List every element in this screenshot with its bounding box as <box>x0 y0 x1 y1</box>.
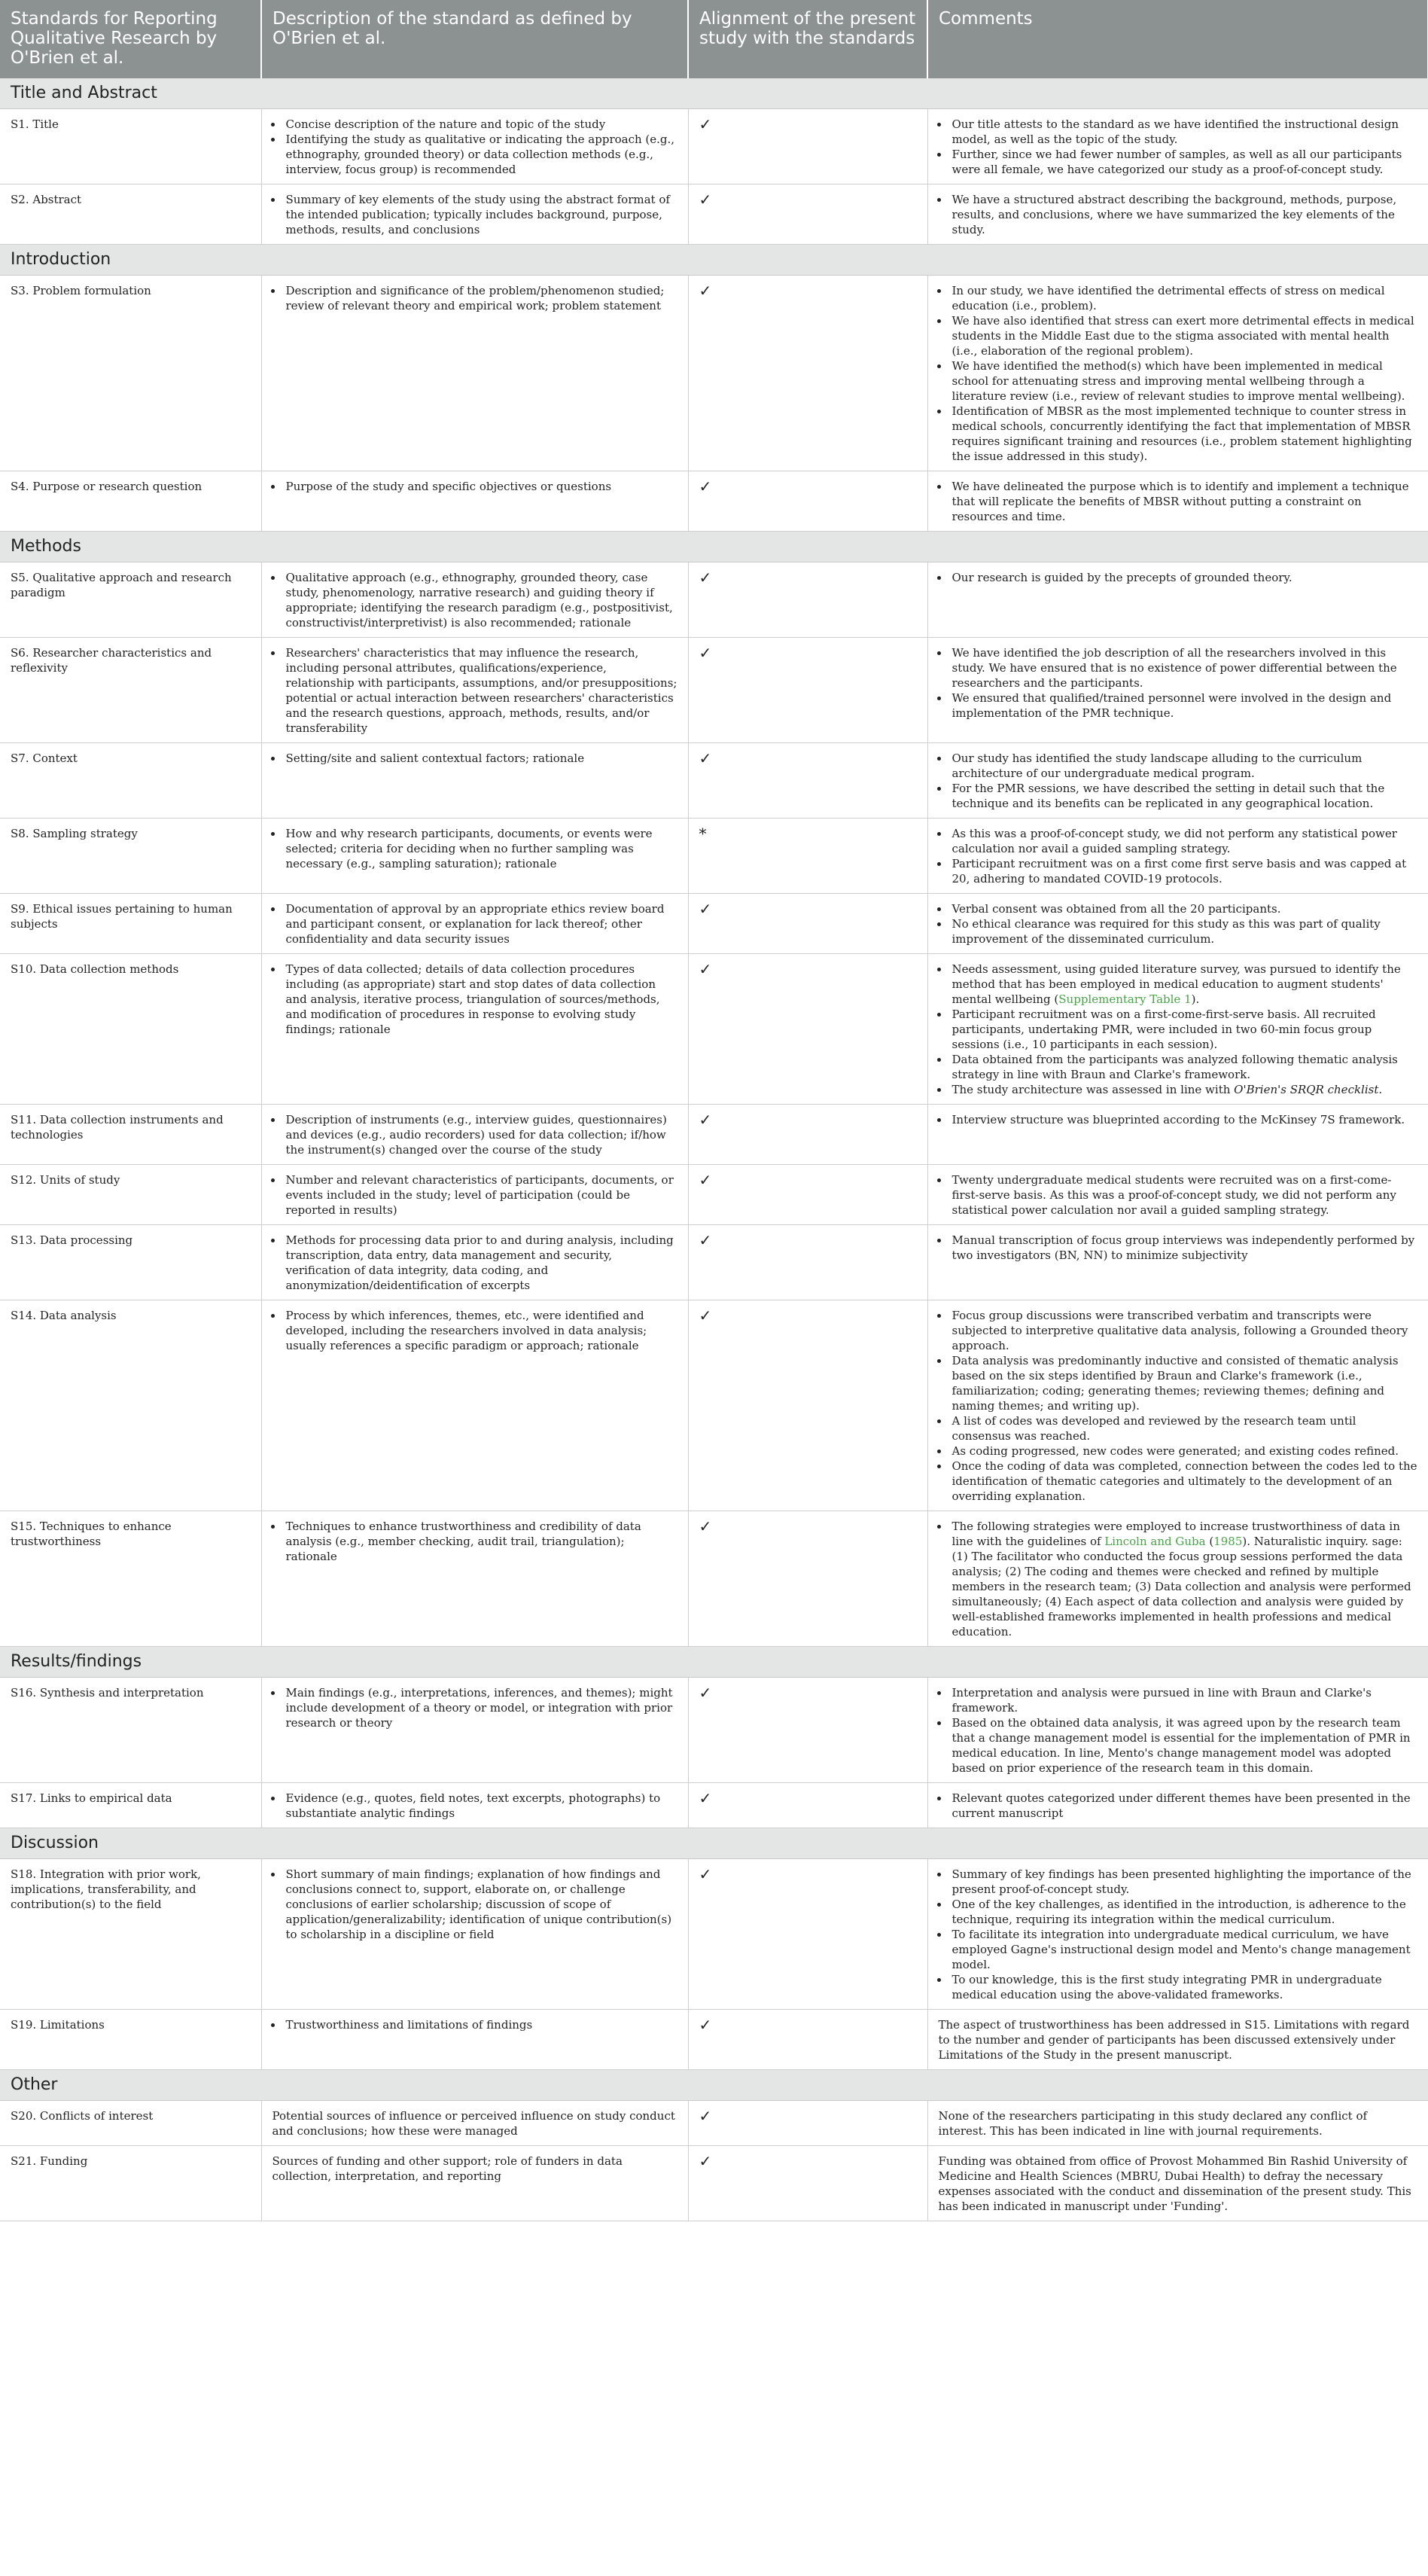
standard-cell: S19. Limitations <box>0 2010 261 2070</box>
comment-text: None of the researchers participating in this study declared any conflict of interest. This has been indicated in line with journal requirements. <box>938 2109 1368 2138</box>
standard-cell: S10. Data collection methods <box>0 954 261 1105</box>
comment-item <box>949 962 1418 1007</box>
table-row <box>0 1859 1428 2010</box>
comment-item <box>949 856 1418 886</box>
description-list <box>273 2017 677 2032</box>
description-cell <box>261 638 688 743</box>
comment-item <box>949 690 1418 721</box>
comment-list <box>939 1112 1418 1127</box>
description-item: • Types of data collected; details of data collection procedures including (as appropriate) start and stop dates of data collection and analysis, iterative process, triangulation of sources/methods, and modification of procedures in response to evolving study findings; rationale <box>283 962 677 1037</box>
alignment-cell: ✓ <box>688 743 927 819</box>
citation-link[interactable]: Lincoln and Guba <box>1104 1535 1206 1548</box>
comment-text: We have a structured abstract describing the background, methods, purpose, results, and conclusions, where we have summarized the key elements of the study. <box>951 193 1397 236</box>
description-item: • Setting/site and salient contextual factors; rationale <box>283 751 677 766</box>
comments-cell <box>927 1678 1428 1783</box>
standard-cell: S15. Techniques to enhance trustworthiness <box>0 1511 261 1647</box>
table-row <box>0 2101 1428 2146</box>
comment-list <box>939 1791 1418 1821</box>
comment-text: In our study, we have identified the detrimental effects of stress on medical education (i.e., problem). <box>951 284 1385 312</box>
description-cell <box>261 2010 688 2070</box>
description-list <box>273 751 677 766</box>
table-row <box>0 2010 1428 2070</box>
alignment-cell: ✓ <box>688 109 927 184</box>
section-title: Methods <box>0 532 1428 562</box>
description-item: • Description of instruments (e.g., interview guides, questionnaires) and devices (e.g., audio recorders) used for data collection; if/how the instrument(s) changed over the course of the study <box>283 1112 677 1157</box>
standard-cell: S2. Abstract <box>0 184 261 245</box>
comments-cell <box>927 819 1428 894</box>
comment-item <box>949 192 1418 237</box>
comment-text: Data obtained from the participants was analyzed following thematic analysis strategy in line with Braun and Clarke's framework. <box>951 1053 1398 1081</box>
table-row <box>0 894 1428 954</box>
description-cell <box>261 894 688 954</box>
table-row <box>0 1225 1428 1300</box>
table-row <box>0 1783 1428 1828</box>
comment-text: We have also identified that stress can exert more detrimental effects in medical students in the Middle East due to the stigma associated with mental health (i.e., elaboration of the regional problem). <box>951 314 1414 358</box>
comment-item <box>949 1112 1418 1127</box>
description-cell <box>261 562 688 638</box>
description-item: • Identifying the study as qualitative or indicating the approach (e.g., ethnography, grounded theory) or data collection methods (e.g., interview, focus group) is recommended <box>283 132 677 177</box>
comment-list <box>939 1233 1418 1263</box>
description-list <box>273 479 677 494</box>
comment-item <box>949 1082 1418 1097</box>
header-standard: Standards for Reporting Qualitative Research by O'Brien et al. <box>0 0 261 78</box>
header-alignment: Alignment of the present study with the standards <box>688 0 927 78</box>
comment-list <box>939 1519 1418 1639</box>
description-list <box>273 1519 677 1564</box>
comment-item <box>949 1052 1418 1082</box>
comment-item <box>949 1413 1418 1443</box>
comment-text: We have delineated the purpose which is to identify and implement a technique that will replicate the benefits of MBSR without putting a constraint on resources and time. <box>951 480 1409 523</box>
comment-item <box>949 313 1418 358</box>
description-cell <box>261 1165 688 1225</box>
description-item: • Description and significance of the problem/phenomenon studied; review of relevant theory and empirical work; problem statement <box>283 283 677 313</box>
table-row <box>0 954 1428 1105</box>
standard-cell: S13. Data processing <box>0 1225 261 1300</box>
description-cell <box>261 276 688 471</box>
comment-text: Needs assessment, using guided literature survey, was pursued to identify the method that has been employed in medical education to augment students' mental wellbeing ( <box>951 962 1401 1006</box>
section-row <box>0 2070 1428 2101</box>
alignment-cell: * <box>688 819 927 894</box>
comment-item <box>949 147 1418 177</box>
comment-item <box>949 1443 1418 1459</box>
comment-text: To facilitate its integration into undergraduate medical curriculum, we have employed Gagne's instructional design model and Mento's change management model. <box>951 1928 1411 1971</box>
comment-list <box>939 570 1418 585</box>
comment-list <box>939 1685 1418 1776</box>
comment-item <box>949 1972 1418 2002</box>
comments-cell <box>927 2010 1428 2070</box>
alignment-cell: ✓ <box>688 954 927 1105</box>
alignment-cell: ✓ <box>688 2010 927 2070</box>
standard-cell: S18. Integration with prior work, implications, transferability, and contribution(s) to the field <box>0 1859 261 2010</box>
comment-item <box>949 1172 1418 1218</box>
table-body <box>0 78 1428 2221</box>
comment-item <box>949 781 1418 811</box>
table-row <box>0 276 1428 471</box>
table-row <box>0 562 1428 638</box>
comments-cell <box>927 954 1428 1105</box>
alignment-cell: ✓ <box>688 2101 927 2146</box>
alignment-cell: ✓ <box>688 1511 927 1647</box>
header-comments: Comments <box>927 0 1428 78</box>
comment-item <box>949 1897 1418 1927</box>
standard-cell: S21. Funding <box>0 2146 261 2221</box>
comment-text: Identification of MBSR as the most implemented technique to counter stress in medical schools, concurrently identifying the fact that implementation of MBSR requires significant training and resources (i.e., problem statement highlighting the issue addressed in this study). <box>951 404 1412 463</box>
table-row <box>0 1165 1428 1225</box>
description-list <box>273 826 677 871</box>
comments-cell <box>927 1300 1428 1511</box>
description-item: • Short summary of main findings; explanation of how findings and conclusions connect to, support, elaborate on, or challenge conclusions of earlier scholarship; discussion of scope of application/generalizability; identification of unique contribution(s) to scholarship in a discipline or field <box>283 1867 677 1942</box>
alignment-cell: ✓ <box>688 1859 927 2010</box>
description-item: • Process by which inferences, themes, etc., were identified and developed, including the researchers involved in data analysis; usually references a specific paradigm or approach; rationale <box>283 1308 677 1353</box>
description-item: • Researchers' characteristics that may influence the research, including personal attributes, qualifications/experience, relationship with participants, assumptions, and/or presuppositions; potential or actual interaction between researchers' characteristics and the research questions, approach, methods, results, and/or transferability <box>283 645 677 736</box>
section-row <box>0 78 1428 109</box>
comment-item <box>949 1353 1418 1413</box>
table-row <box>0 638 1428 743</box>
comment-text: Funding was obtained from office of Provost Mohammed Bin Rashid University of Medicine and Health Sciences (MBRU, Dubai Health) to defray the necessary expenses associated with the conduct and dissemination of the present study. This has been indicated in manuscript under 'Funding'. <box>938 2154 1411 2213</box>
comment-text: We have identified the method(s) which have been implemented in medical school for attenuating stress and improving mental wellbeing through a literature review (i.e., review of relevant studies to improve mental wellbeing). <box>951 359 1405 403</box>
table-row <box>0 1678 1428 1783</box>
description-item: • Qualitative approach (e.g., ethnography, grounded theory, case study, phenomenology, narrative research) and guiding theory if appropriate; identifying the research paradigm (e.g., postpositivist, constructivist/interpretivist) is also recommended; rationale <box>283 570 677 630</box>
table-row <box>0 743 1428 819</box>
standard-cell: S14. Data analysis <box>0 1300 261 1511</box>
comment-text: Based on the obtained data analysis, it was agreed upon by the research team that a change management model is essential for the implementation of PMR in medical education. In line, Mento's change management model was adopted based on prior experience of the research team in this domain. <box>951 1716 1411 1775</box>
comment-text: The study architecture was assessed in line with <box>951 1083 1235 1096</box>
comment-text: As this was a proof-of-concept study, we did not perform any statistical power calculation nor avail a guided sampling strategy. <box>951 827 1397 855</box>
table-header <box>0 0 1428 78</box>
comment-text: Our title attests to the standard as we have identified the instructional design model, as well as the topic of the study. <box>951 117 1399 146</box>
comment-text: Interpretation and analysis were pursued in line with Braun and Clarke's framework. <box>951 1686 1372 1715</box>
comment-item <box>949 1867 1418 1897</box>
comment-text: Data analysis was predominantly inductive and consisted of thematic analysis based on the six steps identified by Braun and Clarke's framework (i.e., familiarization; coding; generating themes; reviewing themes; defining and naming themes; and writing up). <box>951 1354 1399 1413</box>
description-cell <box>261 1783 688 1828</box>
comments-cell <box>927 562 1428 638</box>
comments-cell <box>927 638 1428 743</box>
comment-text: Manual transcription of focus group interviews was independently performed by two investigators (BN, NN) to minimize subjectivity <box>951 1233 1415 1262</box>
description-list <box>273 1867 677 1942</box>
description-item: • Trustworthiness and limitations of findings <box>283 2017 677 2032</box>
table-row <box>0 1300 1428 1511</box>
description-cell <box>261 1225 688 1300</box>
comment-list <box>939 283 1418 464</box>
supplementary-link[interactable]: Supplementary Table 1 <box>1058 992 1192 1006</box>
section-title: Other <box>0 2070 1428 2101</box>
citation-year-link[interactable]: 1985 <box>1213 1535 1243 1548</box>
description-cell <box>261 1678 688 1783</box>
description-cell <box>261 1511 688 1647</box>
alignment-cell: ✓ <box>688 184 927 245</box>
description-list <box>273 1112 677 1157</box>
comments-cell <box>927 1511 1428 1647</box>
comment-item <box>949 1007 1418 1052</box>
section-row <box>0 532 1428 562</box>
alignment-cell: ✓ <box>688 1225 927 1300</box>
alignment-cell: ✓ <box>688 1300 927 1511</box>
description-text: Potential sources of influence or perceived influence on study conduct and conclusions; how these were managed <box>272 2109 675 2138</box>
comments-cell <box>927 1165 1428 1225</box>
comments-cell <box>927 2101 1428 2146</box>
standard-cell: S20. Conflicts of interest <box>0 2101 261 2146</box>
description-list <box>273 192 677 237</box>
alignment-cell: ✓ <box>688 1678 927 1783</box>
description-list <box>273 962 677 1037</box>
comment-list <box>939 826 1418 886</box>
description-list <box>273 1233 677 1293</box>
description-list <box>273 117 677 177</box>
comment-text: A list of codes was developed and reviewed by the research team until consensus was reached. <box>951 1414 1356 1443</box>
comment-text: The following strategies were employed to increase trustworthiness of data in line with the guidelines of <box>951 1520 1400 1548</box>
table-row <box>0 819 1428 894</box>
comment-text: Summary of key findings has been presented highlighting the importance of the present proof-of-concept study. <box>951 1867 1411 1896</box>
comment-item <box>949 117 1418 147</box>
comment-text: Participant recruitment was on a first-come-first-serve basis. All recruited participants, undertaking PMR, were included in two 60-min focus group sessions (i.e., 10 participants in each session). <box>951 1008 1376 1051</box>
comments-cell <box>927 1783 1428 1828</box>
comments-cell <box>927 894 1428 954</box>
standard-cell: S16. Synthesis and interpretation <box>0 1678 261 1783</box>
comment-text: To our knowledge, this is the first study integrating PMR in undergraduate medical education using the above-validated frameworks. <box>951 1973 1382 2001</box>
table-row <box>0 109 1428 184</box>
comment-text: As coding progressed, new codes were generated; and existing codes refined. <box>951 1444 1399 1458</box>
comment-item <box>949 1685 1418 1715</box>
comment-list <box>939 1172 1418 1218</box>
standard-cell: S1. Title <box>0 109 261 184</box>
table-row <box>0 184 1428 245</box>
comment-item <box>949 826 1418 856</box>
comment-list <box>939 1867 1418 2002</box>
comments-cell <box>927 109 1428 184</box>
section-row <box>0 1828 1428 1859</box>
standard-cell: S9. Ethical issues pertaining to human subjects <box>0 894 261 954</box>
description-cell <box>261 1105 688 1165</box>
description-cell <box>261 2101 688 2146</box>
alignment-cell: ✓ <box>688 471 927 532</box>
standard-cell: S4. Purpose or research question <box>0 471 261 532</box>
description-list <box>273 1791 677 1821</box>
comments-cell <box>927 2146 1428 2221</box>
description-list <box>273 570 677 630</box>
comment-item <box>949 1233 1418 1263</box>
comment-item <box>949 283 1418 313</box>
comment-item <box>949 358 1418 404</box>
comment-text: Interview structure was blueprinted according to the McKinsey 7S framework. <box>951 1113 1405 1126</box>
comment-item <box>949 570 1418 585</box>
comment-list <box>939 1308 1418 1504</box>
comment-text: ( <box>1205 1535 1214 1548</box>
comments-cell <box>927 743 1428 819</box>
description-cell <box>261 954 688 1105</box>
alignment-cell: ✓ <box>688 2146 927 2221</box>
comment-text: Relevant quotes categorized under different themes have been presented in the current manuscript <box>951 1791 1411 1820</box>
description-item: • Evidence (e.g., quotes, field notes, text excerpts, photographs) to substantiate analytic findings <box>283 1791 677 1821</box>
comment-text: . <box>1378 1083 1383 1096</box>
description-list <box>273 1308 677 1353</box>
description-cell <box>261 471 688 532</box>
alignment-cell: ✓ <box>688 638 927 743</box>
comment-item <box>949 479 1418 524</box>
standard-cell: S6. Researcher characteristics and reflexivity <box>0 638 261 743</box>
comment-text: Our research is guided by the precepts of grounded theory. <box>951 571 1293 584</box>
description-cell <box>261 819 688 894</box>
description-cell <box>261 2146 688 2221</box>
standard-cell: S11. Data collection instruments and technologies <box>0 1105 261 1165</box>
comments-cell <box>927 1105 1428 1165</box>
comment-text: Our study has identified the study landscape alluding to the curriculum architecture of our undergraduate medical program. <box>951 751 1363 780</box>
comment-text: ). <box>1191 992 1200 1006</box>
comment-text: ). Naturalistic inquiry. sage: (1) The facilitator who conducted the focus group sessions performed the data analysis; (2) The coding and themes were checked and refined by multiple members in the research team; (3) Data collection and analysis were performed simultaneously; (4) Each aspect of data collection and analysis were guided by well-established frameworks implemented in health professions and medical education. <box>951 1535 1411 1639</box>
table-row <box>0 471 1428 532</box>
section-title: Introduction <box>0 245 1428 276</box>
section-row <box>0 1647 1428 1678</box>
comment-text: For the PMR sessions, we have described the setting in detail such that the technique and its benefits can be replicated in any geographical location. <box>951 782 1385 810</box>
comment-item <box>949 404 1418 464</box>
description-cell <box>261 1300 688 1511</box>
description-cell <box>261 1859 688 2010</box>
description-list <box>273 1172 677 1218</box>
description-cell <box>261 184 688 245</box>
comment-list <box>939 962 1418 1097</box>
table-row <box>0 1511 1428 1647</box>
comments-cell <box>927 276 1428 471</box>
comment-item <box>949 901 1418 916</box>
comment-item <box>949 1459 1418 1504</box>
comment-item <box>949 645 1418 690</box>
alignment-cell: ✓ <box>688 1165 927 1225</box>
description-cell <box>261 743 688 819</box>
comment-text: Once the coding of data was completed, connection between the codes led to the identification of thematic categories and ultimately to the development of an overriding explanation. <box>951 1459 1417 1503</box>
description-list <box>273 645 677 736</box>
section-title: Title and Abstract <box>0 78 1428 109</box>
description-list <box>273 1685 677 1730</box>
comment-text: No ethical clearance was required for this study as this was part of quality improvement of the disseminated curriculum. <box>951 917 1381 946</box>
comment-item <box>949 1715 1418 1776</box>
description-item: • Documentation of approval by an appropriate ethics review board and participant consent, or explanation for lack thereof; other confidentiality and data security issues <box>283 901 677 947</box>
description-list <box>273 283 677 313</box>
section-title: Results/findings <box>0 1647 1428 1678</box>
table-row <box>0 2146 1428 2221</box>
comment-item <box>949 1791 1418 1821</box>
standard-cell: S5. Qualitative approach and research paradigm <box>0 562 261 638</box>
comment-item <box>949 1519 1418 1639</box>
alignment-cell: ✓ <box>688 562 927 638</box>
description-item: • Summary of key elements of the study using the abstract format of the intended publication; typically includes background, purpose, methods, results, and conclusions <box>283 192 677 237</box>
comment-text: Verbal consent was obtained from all the 20 participants. <box>951 902 1281 916</box>
comment-item <box>949 751 1418 781</box>
comment-list <box>939 901 1418 947</box>
standard-cell: S17. Links to empirical data <box>0 1783 261 1828</box>
comment-text: Participant recruitment was on a first come first serve basis and was capped at 20, adhering to mandated COVID-19 protocols. <box>951 857 1407 886</box>
comment-item <box>949 916 1418 947</box>
description-item: • Main findings (e.g., interpretations, inferences, and themes); might include development of a theory or model, or integration with prior research or theory <box>283 1685 677 1730</box>
description-item: • Number and relevant characteristics of participants, documents, or events included in the study; level of participation (could be reported in results) <box>283 1172 677 1218</box>
alignment-cell: ✓ <box>688 276 927 471</box>
comments-cell <box>927 184 1428 245</box>
comment-text: We have identified the job description of all the researchers involved in this study. We have ensured that is no existence of power differential between the researchers and the participants. <box>951 646 1397 690</box>
comment-list <box>939 479 1418 524</box>
comment-text: We ensured that qualified/trained personnel were involved in the design and implementation of the PMR technique. <box>951 691 1392 720</box>
standard-cell: S3. Problem formulation <box>0 276 261 471</box>
comment-text: One of the key challenges, as identified in the introduction, is adherence to the technique, requiring its integration within the medical curriculum. <box>951 1898 1406 1926</box>
section-title: Discussion <box>0 1828 1428 1859</box>
comment-text: The aspect of trustworthiness has been addressed in S15. Limitations with regard to the number and gender of participants has been discussed extensively under Limitations of the Study in the present manuscript. <box>938 2018 1410 2062</box>
table-row <box>0 1105 1428 1165</box>
description-item: • How and why research participants, documents, or events were selected; criteria for deciding when no further sampling was necessary (e.g., sampling saturation); rationale <box>283 826 677 871</box>
comments-cell <box>927 1225 1428 1300</box>
comment-list <box>939 192 1418 237</box>
description-item: • Concise description of the nature and topic of the study <box>283 117 677 132</box>
comment-text: Twenty undergraduate medical students were recruited was on a first-come-first-serve basis. As this was a proof-of-concept study, we did not perform any statistical power calculation nor avail a guided sampling strategy. <box>951 1173 1396 1217</box>
standard-cell: S8. Sampling strategy <box>0 819 261 894</box>
description-item: • Purpose of the study and specific objectives or questions <box>283 479 677 494</box>
srqr-checklist-text: O'Brien's SRQR checklist <box>1234 1083 1379 1096</box>
comment-item <box>949 1308 1418 1353</box>
header-description: Description of the standard as defined by O'Brien et al. <box>261 0 688 78</box>
description-item: • Methods for processing data prior to and during analysis, including transcription, data entry, data management and security, verification of data integrity, data coding, and anonymization/deidentification of excerpts <box>283 1233 677 1293</box>
comment-text: Further, since we had fewer number of samples, as well as all our participants were all female, we have categorized our study as a proof-of-concept study. <box>951 148 1402 176</box>
comment-text: Focus group discussions were transcribed verbatim and transcripts were subjected to interpretive qualitative data analysis, following a Grounded theory approach. <box>951 1309 1408 1352</box>
standard-cell: S7. Context <box>0 743 261 819</box>
comment-item <box>949 1927 1418 1972</box>
comment-list <box>939 645 1418 721</box>
section-row <box>0 245 1428 276</box>
description-list <box>273 901 677 947</box>
comments-cell <box>927 1859 1428 2010</box>
alignment-cell: ✓ <box>688 1783 927 1828</box>
alignment-cell: ✓ <box>688 1105 927 1165</box>
comment-list <box>939 751 1418 811</box>
description-item: • Techniques to enhance trustworthiness and credibility of data analysis (e.g., member checking, audit trail, triangulation); rationale <box>283 1519 677 1564</box>
comment-list <box>939 117 1418 177</box>
alignment-cell: ✓ <box>688 894 927 954</box>
comments-cell <box>927 471 1428 532</box>
description-cell <box>261 109 688 184</box>
standard-cell: S12. Units of study <box>0 1165 261 1225</box>
description-text: Sources of funding and other support; role of funders in data collection, interpretation, and reporting <box>272 2154 623 2183</box>
